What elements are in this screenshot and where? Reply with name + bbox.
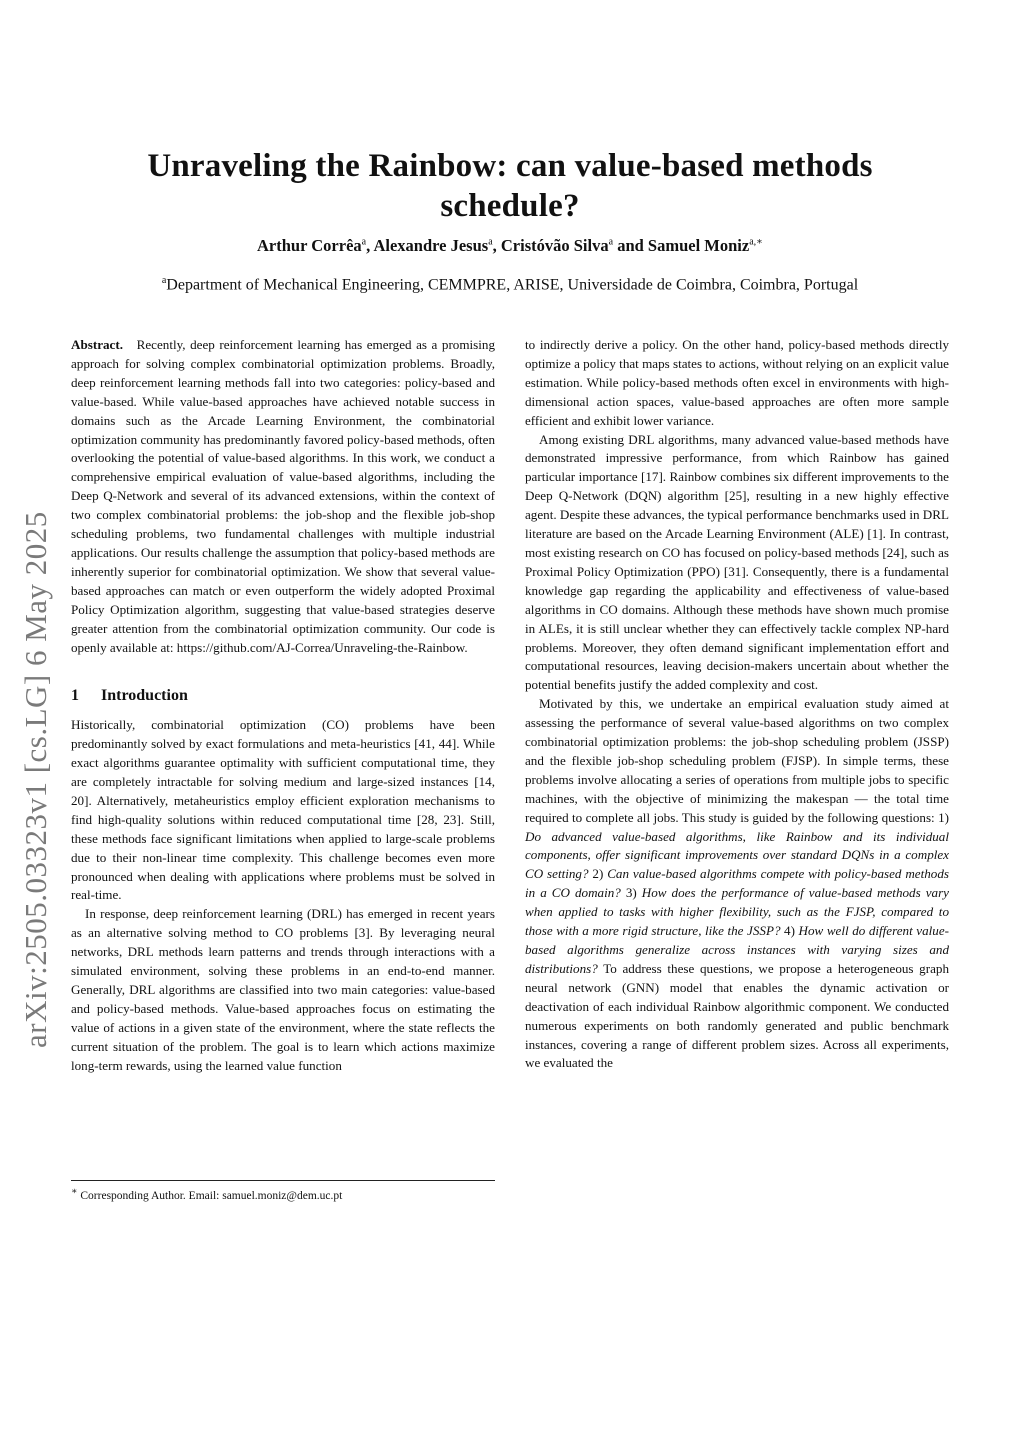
- author-name: Arthur Corrêa: [257, 236, 362, 255]
- intro-paragraph-5: [525, 695, 949, 1073]
- author-list: [100, 236, 920, 256]
- footnote-divider: [71, 1180, 495, 1181]
- paper-title: [100, 146, 920, 226]
- research-question-4: How well do different value-based algorithms generalize across instances with varying sizes and distributions?: [525, 923, 949, 976]
- paragraph-text: 3): [620, 885, 642, 901]
- section-title: Introduction: [101, 687, 188, 705]
- affiliation-text: Department of Mechanical Engineering, CEMMPRE, ARISE, Universidade de Coimbra, Coimbra, Portugal: [166, 276, 859, 294]
- research-question-1: Do advanced value-based algorithms, like Rainbow and its individual components, offer significant improvements over standard DQNs in a complex CO setting?: [525, 828, 949, 882]
- author-name: Cristóvão Silva: [500, 236, 609, 255]
- author-name: Alexandre Jesus: [373, 236, 489, 255]
- abstract-label: Abstract.: [71, 337, 123, 352]
- author-name: Samuel Moniz: [647, 236, 750, 255]
- intro-paragraph-2: In response, deep reinforcement learning (DRL) has emerged in recent years as an alternative solving method to CO problems [3]. By leveraging neural networks, DRL methods learn patterns and trends through interactions with a simulated environment, solving these problems in an end-to-end manner. Generally, DRL algorithms are classified into two main categories: value-based and policy-based methods. Value-based approaches focus on estimating the value of actions in a given state of the environment, where the state reflects the current situation of the problem. The goal is to learn which actions maximize long-term rewards, using the learned value function: [71, 906, 495, 1073]
- author-mark: a: [361, 236, 367, 248]
- intro-paragraph-4: Among existing DRL algorithms, many advanced value-based methods have demonstrated impressive performance, from which Rainbow has gained particular importance [17]. Rainbow combines six different improvements to the Deep Q-Network (DQN) algorithm [25], resulting in a new highly effective agent. Despite these advances, the typical performance benchmarks used in DRL literature are based on the Arcade Learning Environment (ALE) [1]. In contrast, most existing research on CO has focused on policy-based methods [24], such as Proximal Policy Optimization (PPO) [31]. Consequently, there is a fundamental knowledge gap regarding the applicability and effectiveness of value-based algorithms in CO domains. Although these methods have shown much promise in ALEs, it is still unclear whether they can effectively tackle complex NP-hard problems. Moreover, they often demand significant implementation effort and computational resources, leaving decision-makers uncertain about whether the potential benefits justify the added complexity and cost.: [525, 431, 949, 693]
- affiliation-mark: a: [161, 275, 167, 286]
- left-column: [71, 336, 495, 1076]
- affiliation: [60, 275, 960, 294]
- paragraph-text: To address these questions, we propose a heterogeneous graph neural network (GNN) model that enables the dynamic activation or deactivation of each individual Rainbow algorithmic component. We conducted numerous experiments on both randomly generated and public benchmark instances, covering a range of different problem sizes. Across all experiments, we evaluated the: [525, 960, 949, 1071]
- abstract: [71, 336, 495, 657]
- paragraph-text: Motivated by this, we undertake an empirical evaluation study aimed at assessing the performance of several value-based algorithms on two complex combinatorial optimization problems: the job-shop scheduling problem (JSSP) and the flexible job-shop scheduling problem (FJSP). In simple terms, these problems involve allocating a series of operations from multiple jobs to specific machines, with the objective of minimizing the makespan — the total time required to complete all jobs. This study is guided by the following questions: 1): [525, 696, 949, 825]
- footnote-mark: ∗: [71, 1186, 78, 1197]
- research-question-2: Can value-based algorithms compete with policy-based methods in a CO domain?: [525, 866, 949, 901]
- section-heading-introduction: [71, 687, 495, 706]
- footnote-text: Corresponding Author. Email: samuel.moniz@dem.uc.pt: [80, 1189, 343, 1202]
- section-number: 1: [71, 687, 79, 705]
- author-separator: ,: [492, 236, 501, 255]
- right-column: [525, 336, 949, 1073]
- title-line-1: Unraveling the Rainbow: can value-based methods: [147, 148, 873, 184]
- intro-paragraph-3: to indirectly derive a policy. On the other hand, policy-based methods directly optimize a policy that maps states to actions, without relying on an explicit value estimation. While policy-based methods often excel in environments with high-dimensional action spaces, value-based approaches are often more sample efficient and exhibit lower variance.: [525, 337, 949, 428]
- abstract-text: Recently, deep reinforcement learning has emerged as a promising approach for solving complex combinatorial optimization problems. Broadly, deep reinforcement learning methods fall into two categories: policy-based and value-based. While value-based approaches have achieved notable success in domains such as the Arcade Learning Environment, the combinatorial optimization community has predominantly favored policy-based methods, often overlooking the potential of value-based algorithms. In this work, we conduct a comprehensive empirical evaluation of value-based algorithms, including the Deep Q-Network and several of its advanced extensions, within the context of two complex combinatorial problems: the job-shop and the flexible job-shop scheduling problems, two fundamental challenges with multiple industrial applications. Our results challenge the assumption that policy-based methods are inherently superior for combinatorial optimization. We show that several value-based approaches can match or even outperform the widely adopted Proximal Policy Optimization algorithm, suggesting that value-based strategies deserve greater attention from the combinatorial optimization community. Our code is openly available at: https://github.com/AJ-Correa/Unraveling-the-Rainbow.: [71, 337, 495, 655]
- author-mark: a,∗: [749, 236, 763, 248]
- author-separator: and: [613, 236, 648, 255]
- author-mark: a: [488, 236, 493, 248]
- arxiv-identifier: arXiv:2505.03323v1 [cs.LG] 6 May 2025: [18, 511, 53, 1048]
- author-mark: a: [608, 236, 614, 248]
- author-separator: ,: [366, 236, 374, 255]
- research-question-3: How does the performance of value-based methods vary when applied to tasks with higher flexibility, such as the FJSP, compared to those with a more rigid structure, like the JSSP?: [525, 885, 949, 939]
- title-line-2: schedule?: [440, 188, 580, 224]
- footnote: [71, 1186, 495, 1202]
- intro-paragraph-1: Historically, combinatorial optimization (CO) problems have been predominantly solved by exact formulations and meta-heuristics [41, 44]. While exact algorithms guarantee optimality with sufficient computational time, they are completely intractable for solving medium and large-sized instances [14, 20]. Alternatively, metaheuristics employ efficient exploration mechanisms to find high-quality solutions within reduced computational time [28, 23]. Still, these methods face significant limitations when applied to large-scale problems due to their non-linear time complexity. This challenge becomes even more pronounced when dealing with applications where problems must be solved in real-time.: [71, 717, 495, 903]
- paragraph-text: 4): [780, 923, 799, 939]
- paragraph-text: 2): [588, 866, 608, 882]
